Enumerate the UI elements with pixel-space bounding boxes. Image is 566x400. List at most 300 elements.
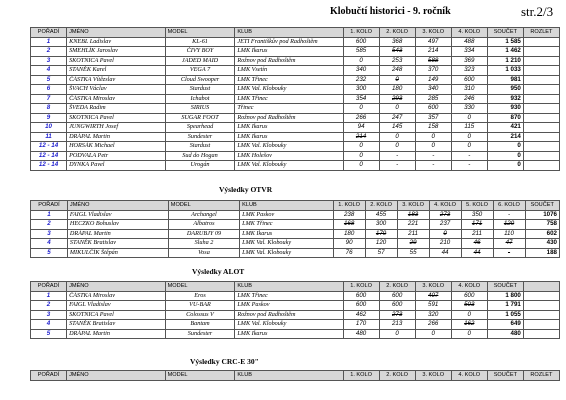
section-title-alot: Výsledky ALOT <box>192 267 245 276</box>
column-header: POŘADÍ <box>31 282 67 292</box>
score-cell: 110 <box>493 229 525 239</box>
score-cell: 350 <box>461 210 493 220</box>
score-cell: 323 <box>451 66 487 76</box>
score-cell: 600 <box>415 104 451 114</box>
score-cell: 221 <box>397 220 429 230</box>
column-header: SOUČET <box>487 28 523 38</box>
page-title: Klobučtí historici - 9. ročník <box>330 6 451 17</box>
score-cell: 44 <box>429 248 461 258</box>
position-cell: 3 <box>31 56 67 66</box>
score-cell <box>523 142 559 152</box>
score-cell: 370 <box>415 66 451 76</box>
name-cell: DYNKA Pavel <box>67 161 166 171</box>
score-cell: 462 <box>343 310 379 320</box>
club-cell: LMK Paskov <box>240 210 333 220</box>
column-header: ROZLET <box>523 371 559 381</box>
score-cell: 600 <box>451 291 487 301</box>
score-cell: 44 <box>461 248 493 258</box>
club-cell: LMK Třinec <box>235 94 343 104</box>
column-header: 1. KOLO <box>343 282 379 292</box>
alot-results-table <box>30 281 560 339</box>
score-cell: 214 <box>415 47 451 57</box>
model-cell: Stardust <box>165 142 235 152</box>
column-header: 6. KOLO <box>493 201 525 211</box>
position-cell: 9 <box>31 113 67 123</box>
score-cell <box>523 320 559 330</box>
club-cell: LMK Val. Klobouky <box>240 239 333 249</box>
score-cell: 0 <box>343 56 379 66</box>
column-header: 3. KOLO <box>415 28 451 38</box>
table-row <box>31 239 560 249</box>
score-cell: 600 <box>343 301 379 311</box>
score-cell: 115 <box>451 123 487 133</box>
score-cell: 214 <box>343 132 379 142</box>
score-cell: 273 <box>429 210 461 220</box>
column-header: KLUB <box>235 371 343 381</box>
score-cell: 0 <box>429 229 461 239</box>
crc-results-table <box>30 370 560 381</box>
column-header: ROZLET <box>523 28 559 38</box>
club-cell: JETI Františkův pod Radhoštěm <box>235 37 343 47</box>
table-row <box>31 104 560 114</box>
name-cell: ČÁSTKA Miroslav <box>67 291 166 301</box>
club-cell: LMK Ikarus <box>235 132 343 142</box>
score-cell: 170 <box>365 229 397 239</box>
score-cell: 0 <box>343 142 379 152</box>
score-cell: 237 <box>429 220 461 230</box>
column-header: 2. KOLO <box>365 201 397 211</box>
score-cell: 266 <box>343 113 379 123</box>
score-cell <box>523 75 559 85</box>
club-cell: LMK Paskov <box>235 301 343 311</box>
score-cell: 47 <box>493 239 525 249</box>
score-cell: 357 <box>415 113 451 123</box>
score-cell: 1076 <box>525 210 559 220</box>
club-cell: Třinec <box>235 104 343 114</box>
score-cell: 293 <box>379 94 415 104</box>
club-cell: LMK Ikarus <box>240 229 333 239</box>
score-cell <box>523 132 559 142</box>
section-title-crc: Výsledky CRC-E 30" <box>190 357 259 366</box>
score-cell: 1 210 <box>487 56 523 66</box>
column-header <box>523 282 559 292</box>
position-cell: 5 <box>31 75 67 85</box>
column-header: 1. KOLO <box>343 371 379 381</box>
club-cell: LMK Val. Klobouky <box>235 85 343 95</box>
score-cell: - <box>415 161 451 171</box>
score-cell: 162 <box>451 320 487 330</box>
score-cell: 430 <box>525 239 559 249</box>
table-header-row <box>31 201 560 211</box>
score-cell: 503 <box>451 301 487 311</box>
score-cell: 183 <box>397 210 429 220</box>
position-cell: 12 - 14 <box>31 161 67 171</box>
score-cell <box>523 47 559 57</box>
club-cell: LMK Holešov <box>235 151 343 161</box>
score-cell: 981 <box>487 75 523 85</box>
position-cell: 3 <box>31 310 67 320</box>
score-cell <box>523 301 559 311</box>
position-cell: 2 <box>31 220 68 230</box>
score-cell: 300 <box>365 220 397 230</box>
name-cell: STANĚK Karel <box>67 66 166 76</box>
score-cell <box>523 66 559 76</box>
name-cell: KNEBL Ladislav <box>67 37 166 47</box>
score-cell: - <box>379 151 415 161</box>
club-cell: LMK Val. Klobouky <box>235 161 343 171</box>
otvr-results-table <box>30 200 560 258</box>
score-cell: 354 <box>343 94 379 104</box>
score-cell: 591 <box>415 301 451 311</box>
score-cell: 480 <box>343 329 379 339</box>
column-header: 1. KOLO <box>343 28 379 38</box>
score-cell: 320 <box>415 310 451 320</box>
score-cell: 1 033 <box>487 66 523 76</box>
name-cell: SKOTNICA Pavel <box>67 310 166 320</box>
name-cell: ŠVACH Václav <box>67 85 166 95</box>
column-header: KLUB <box>240 201 333 211</box>
score-cell: 600 <box>343 37 379 47</box>
table-row <box>31 132 560 142</box>
score-cell: 0 <box>451 329 487 339</box>
score-cell: 266 <box>415 320 451 330</box>
model-cell: Spearhead <box>165 123 235 133</box>
column-header: JMÉNO <box>67 371 166 381</box>
score-cell: 0 <box>415 329 451 339</box>
score-cell: 600 <box>379 301 415 311</box>
position-cell: 2 <box>31 47 67 57</box>
score-cell: 1 800 <box>487 291 523 301</box>
score-cell: - <box>493 210 525 220</box>
model-cell: Sud do Hogan <box>165 151 235 161</box>
score-cell: - <box>379 161 415 171</box>
table-row <box>31 329 560 339</box>
position-cell: 12 - 14 <box>31 142 67 152</box>
score-cell <box>523 291 559 301</box>
score-cell: 94 <box>343 123 379 133</box>
model-cell: VEGA 7 <box>165 66 235 76</box>
column-header: 2. KOLO <box>379 282 415 292</box>
score-cell: 253 <box>379 56 415 66</box>
score-cell: 369 <box>451 56 487 66</box>
score-cell <box>523 94 559 104</box>
score-cell: - <box>415 151 451 161</box>
score-cell: 334 <box>451 47 487 57</box>
name-cell: DRÁPAL Martin <box>67 132 166 142</box>
score-cell: 649 <box>487 320 523 330</box>
score-cell: 0 <box>487 142 523 152</box>
table-row <box>31 37 560 47</box>
column-header: JMÉNO <box>67 282 166 292</box>
column-header: 5. KOLO <box>461 201 493 211</box>
club-cell: LMK Ikarus <box>235 329 343 339</box>
model-cell: KL-61 <box>165 37 235 47</box>
model-cell: Eros <box>165 291 235 301</box>
table-row <box>31 220 560 230</box>
column-header: JMÉNO <box>67 201 168 211</box>
position-cell: 4 <box>31 320 67 330</box>
table-row <box>31 320 560 330</box>
score-cell: 930 <box>487 104 523 114</box>
name-cell: STANĚK Bratislav <box>67 320 166 330</box>
model-cell: Archangel <box>168 210 239 220</box>
column-header: KLUB <box>235 28 343 38</box>
table-row <box>31 151 560 161</box>
table-row <box>31 229 560 239</box>
table-row <box>31 291 560 301</box>
table-header-row <box>31 28 560 38</box>
position-cell: 10 <box>31 123 67 133</box>
column-header: 4. KOLO <box>451 371 487 381</box>
column-header: 2. KOLO <box>379 28 415 38</box>
column-header: MODEL <box>165 28 235 38</box>
column-header: 4. KOLO <box>429 201 461 211</box>
page-number: str.2/3 <box>521 4 554 19</box>
table-header-row <box>31 371 560 381</box>
position-cell: 11 <box>31 132 67 142</box>
score-cell: 145 <box>379 123 415 133</box>
score-cell: 421 <box>487 123 523 133</box>
model-cell: Sluha 2 <box>168 239 239 249</box>
score-cell: 57 <box>365 248 397 258</box>
score-cell: 543 <box>379 47 415 57</box>
score-cell: 248 <box>379 66 415 76</box>
score-cell: 0 <box>379 329 415 339</box>
score-cell: 0 <box>379 75 415 85</box>
model-cell: Sundester <box>165 132 235 142</box>
model-cell: SUGAR FOOT <box>165 113 235 123</box>
score-cell: - <box>493 248 525 258</box>
club-cell: LMK Třinec <box>235 75 343 85</box>
name-cell: FAIGL Vladislav <box>67 210 168 220</box>
score-cell: 0 <box>415 142 451 152</box>
score-cell: 149 <box>415 75 451 85</box>
model-cell: SIRIUS <box>165 104 235 114</box>
name-cell: ČÁSTKA Vítězslav <box>67 75 166 85</box>
score-cell: 758 <box>525 220 559 230</box>
name-cell: DRÁPAL Martin <box>67 329 166 339</box>
column-header: 3. KOLO <box>397 201 429 211</box>
score-cell: 0 <box>343 151 379 161</box>
score-cell: 0 <box>487 161 523 171</box>
table-row <box>31 85 560 95</box>
table-row <box>31 56 560 66</box>
score-cell: 0 <box>451 113 487 123</box>
club-cell: LMK Třinec <box>235 291 343 301</box>
score-cell: 0 <box>451 142 487 152</box>
table-header-row <box>31 282 560 292</box>
column-header: 3. KOLO <box>415 371 451 381</box>
score-cell: 407 <box>415 291 451 301</box>
position-cell: 1 <box>31 291 67 301</box>
position-cell: 6 <box>31 85 67 95</box>
score-cell: 340 <box>343 66 379 76</box>
name-cell: ČÁSTKA Miroslav <box>67 94 166 104</box>
score-cell: 330 <box>451 104 487 114</box>
score-cell: 870 <box>487 113 523 123</box>
score-cell: 76 <box>333 248 365 258</box>
section-title-otvr: Výsledky OTVR <box>219 185 273 194</box>
model-cell: Cloud Swooper <box>165 75 235 85</box>
column-header: MODEL <box>165 282 235 292</box>
score-cell <box>523 161 559 171</box>
score-cell: 602 <box>525 229 559 239</box>
score-cell: 285 <box>415 94 451 104</box>
table-row <box>31 248 560 258</box>
score-cell: 0 <box>451 132 487 142</box>
score-cell: 1 791 <box>487 301 523 311</box>
score-cell: 210 <box>429 239 461 249</box>
score-cell: - <box>451 161 487 171</box>
model-cell: Stardust <box>165 85 235 95</box>
score-cell <box>523 37 559 47</box>
name-cell: HORSÁK Michael <box>67 142 166 152</box>
score-cell: 588 <box>415 56 451 66</box>
score-cell: 0 <box>451 310 487 320</box>
position-cell: 2 <box>31 301 67 311</box>
score-cell: 211 <box>461 229 493 239</box>
score-cell: 0 <box>487 151 523 161</box>
score-cell: 1 462 <box>487 47 523 57</box>
score-cell: 170 <box>343 320 379 330</box>
score-cell <box>523 151 559 161</box>
model-cell: Sundester <box>165 329 235 339</box>
score-cell: 480 <box>487 329 523 339</box>
score-cell <box>523 310 559 320</box>
score-cell <box>523 104 559 114</box>
model-cell: Bantam <box>165 320 235 330</box>
score-cell: 0 <box>415 132 451 142</box>
column-header: KLUB <box>235 282 343 292</box>
model-cell: Albatros <box>168 220 239 230</box>
position-cell: 3 <box>31 229 68 239</box>
score-cell: 232 <box>343 75 379 85</box>
score-cell: 585 <box>343 47 379 57</box>
club-cell: LMK Vsetín <box>235 66 343 76</box>
table-row <box>31 66 560 76</box>
score-cell: 273 <box>379 310 415 320</box>
score-cell <box>523 85 559 95</box>
position-cell: 1 <box>31 210 68 220</box>
name-cell: SKOTNICA Pavel <box>67 113 166 123</box>
score-cell: 600 <box>379 291 415 301</box>
table-row <box>31 310 560 320</box>
position-cell: 4 <box>31 239 68 249</box>
name-cell: JUNGWIRTH Josef <box>67 123 166 133</box>
score-cell: 171 <box>461 220 493 230</box>
club-cell: LMK Třinec <box>240 220 333 230</box>
table-row <box>31 123 560 133</box>
name-cell: PODVALA Petr <box>67 151 166 161</box>
club-cell: Rožnov pod Radhoštěm <box>235 310 343 320</box>
score-cell: 29 <box>397 239 429 249</box>
score-cell: 1 585 <box>487 37 523 47</box>
table-row <box>31 75 560 85</box>
column-header: POŘADÍ <box>31 201 68 211</box>
model-cell: Vosa <box>168 248 239 258</box>
score-cell: 300 <box>343 85 379 95</box>
score-cell: 46 <box>461 239 493 249</box>
column-header: 3. KOLO <box>415 282 451 292</box>
score-cell: 950 <box>487 85 523 95</box>
column-header: SOUČET <box>487 282 523 292</box>
column-header: SOUČET <box>525 201 559 211</box>
score-cell: 932 <box>487 94 523 104</box>
main-results-table <box>30 27 560 171</box>
name-cell: MIKULČÍK Štěpán <box>67 248 168 258</box>
score-cell: 120 <box>493 220 525 230</box>
score-cell: 488 <box>451 37 487 47</box>
club-cell: Rožnov pod Radhoštěm <box>235 113 343 123</box>
score-cell: 55 <box>397 248 429 258</box>
column-header: 1. KOLO <box>333 201 365 211</box>
club-cell: LMK Val. Klobouky <box>240 248 333 258</box>
name-cell: STANĚK Bratislav <box>67 239 168 249</box>
score-cell: 90 <box>333 239 365 249</box>
score-cell: 310 <box>451 85 487 95</box>
position-cell: 12 - 14 <box>31 151 67 161</box>
position-cell: 1 <box>31 37 67 47</box>
table-row <box>31 142 560 152</box>
position-cell: 4 <box>31 66 67 76</box>
club-cell: LMK Ikarus <box>235 123 343 133</box>
score-cell: 246 <box>451 94 487 104</box>
score-cell: 168 <box>333 220 365 230</box>
score-cell: 1 055 <box>487 310 523 320</box>
position-cell: 7 <box>31 94 67 104</box>
club-cell: Rožnov pod Radhoštěm <box>235 56 343 66</box>
column-header: 4. KOLO <box>451 282 487 292</box>
score-cell: 0 <box>343 104 379 114</box>
score-cell <box>523 123 559 133</box>
score-cell: 0 <box>379 142 415 152</box>
column-header: POŘADÍ <box>31 371 67 381</box>
score-cell: 600 <box>451 75 487 85</box>
club-cell: LMK Ikarus <box>235 47 343 57</box>
score-cell <box>523 113 559 123</box>
name-cell: ŠVEDA Radim <box>67 104 166 114</box>
name-cell: HECZKO Bohuslav <box>67 220 168 230</box>
score-cell: 340 <box>415 85 451 95</box>
column-header: MODEL <box>165 371 235 381</box>
name-cell: FAIGL Vladislav <box>67 301 166 311</box>
score-cell: 600 <box>343 291 379 301</box>
score-cell: 238 <box>333 210 365 220</box>
score-cell: 213 <box>379 320 415 330</box>
table-row <box>31 113 560 123</box>
column-header: SOUČET <box>487 371 523 381</box>
score-cell <box>523 56 559 66</box>
score-cell: 0 <box>379 104 415 114</box>
score-cell: 247 <box>379 113 415 123</box>
club-cell: LMK Val. Klobouky <box>235 320 343 330</box>
table-row <box>31 161 560 171</box>
model-cell: ČIVY BOY <box>165 47 235 57</box>
score-cell: 211 <box>397 229 429 239</box>
name-cell: DRÁPAL Martin <box>67 229 168 239</box>
score-cell: 158 <box>415 123 451 133</box>
score-cell: 180 <box>379 85 415 95</box>
name-cell: SMEHLÍK Jaroslav <box>67 47 166 57</box>
column-header: JMÉNO <box>67 28 166 38</box>
table-row <box>31 94 560 104</box>
score-cell: 188 <box>525 248 559 258</box>
name-cell: SKOTNICA Pavel <box>67 56 166 66</box>
table-row <box>31 301 560 311</box>
column-header: MODEL <box>168 201 239 211</box>
score-cell: 368 <box>379 37 415 47</box>
column-header: 4. KOLO <box>451 28 487 38</box>
